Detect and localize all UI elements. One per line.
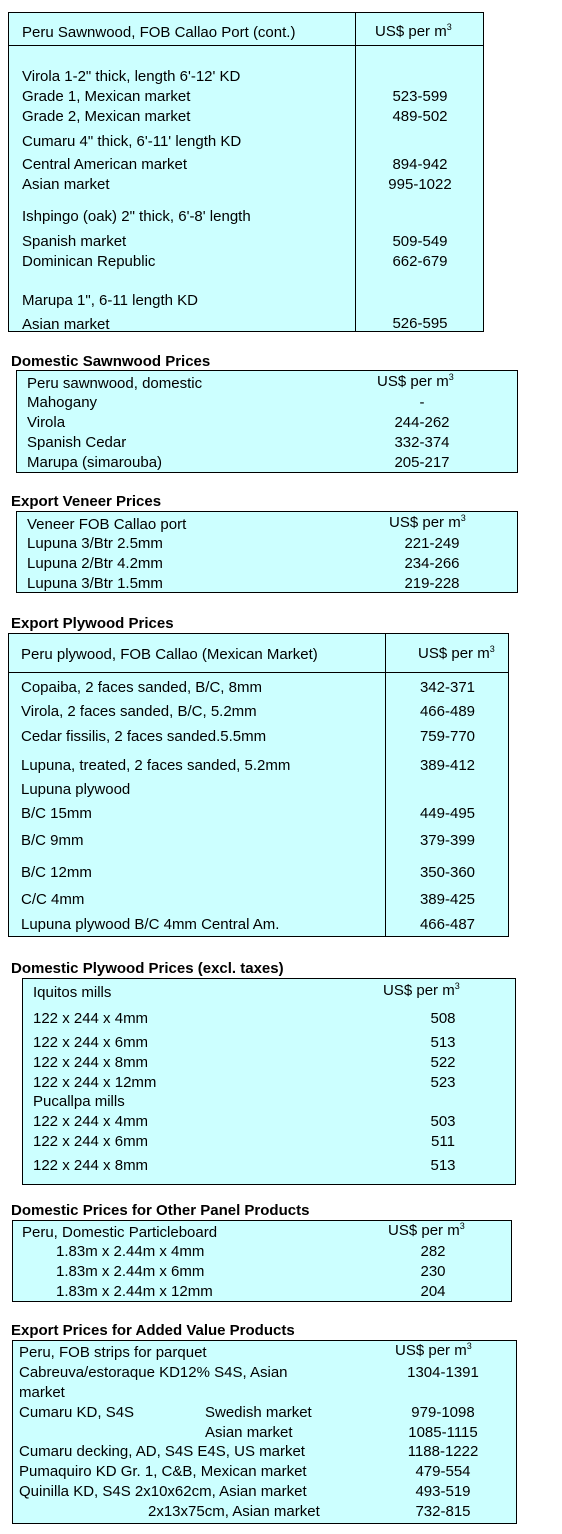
table-row-label: Cumaru 4" thick, 6'-11' length KD — [22, 133, 242, 150]
table-header-label: Peru, Domestic Particleboard — [22, 1224, 218, 1241]
table-row-label: Dominican Republic — [22, 253, 156, 270]
table-row-label: Asian market — [22, 176, 110, 193]
table-row-label: Marupa 1", 6-11 length KD — [22, 292, 198, 309]
table-row-value: 1304-1391 — [407, 1364, 479, 1381]
table-row-label: Grade 1, Mexican market — [22, 88, 191, 105]
table-row-value: 1188-1222 — [407, 1443, 479, 1460]
header-divider — [9, 45, 483, 46]
table-row-value: - — [419, 394, 425, 411]
table-row-value: 759-770 — [419, 728, 476, 745]
table-row-label: Quinilla KD, S4S 2x10x62cm, Asian market — [19, 1483, 307, 1500]
table-row-value: 389-425 — [419, 891, 476, 908]
table-header-label: Iquitos mills — [33, 984, 112, 1001]
table-row-label: Lupuna 3/Btr 1.5mm — [27, 575, 163, 592]
table-row-value: 389-412 — [419, 757, 476, 774]
table-row-label: B/C 15mm — [21, 805, 92, 822]
table-row-label: 1.83m x 2.44m x 4mm — [56, 1243, 205, 1260]
table-row-value: 479-554 — [415, 1463, 471, 1480]
section-title-export-veneer: Export Veneer Prices — [11, 493, 162, 510]
table-row-label: Virola 1-2" thick, length 6'-12' KD — [22, 68, 241, 85]
table-row-label: Cabreuva/estoraque KD12% S4S, Asian — [19, 1364, 288, 1381]
table-row-label: Asian market — [22, 316, 110, 333]
table-row-value: 342-371 — [419, 679, 476, 696]
table-row-label: B/C 12mm — [21, 864, 92, 881]
table-row-label: 1.83m x 2.44m x 6mm — [56, 1263, 205, 1280]
table-row-value: 995-1022 — [388, 176, 452, 193]
table-header-label: Peru Sawnwood, FOB Callao Port (cont.) — [22, 24, 296, 41]
table-row-label: Lupuna 3/Btr 2.5mm — [27, 535, 163, 552]
section-title-added-value: Export Prices for Added Value Products — [11, 1322, 295, 1339]
table-row-label: Marupa (simarouba) — [27, 454, 163, 471]
table-header-label: Peru, FOB strips for parquet — [19, 1344, 207, 1361]
table-row-label: B/C 9mm — [21, 832, 84, 849]
table-row-value: 894-942 — [392, 156, 448, 173]
table-row-value: 979-1098 — [411, 1404, 475, 1421]
table-row-value: 234-266 — [404, 555, 460, 572]
table-row-label: Lupuna plywood B/C 4mm Central Am. — [21, 916, 280, 933]
table-row-label: 122 x 244 x 6mm — [33, 1133, 149, 1150]
domestic-plywood-table — [22, 978, 516, 1185]
table-row-label: Copaiba, 2 faces sanded, B/C, 8mm — [21, 679, 262, 696]
header-divider — [9, 672, 508, 673]
particleboard-table — [12, 1220, 512, 1302]
export-plywood-table — [8, 633, 509, 937]
table-row-market: 2x13x75cm, Asian market — [148, 1503, 320, 1520]
unit-header: US$ per $m^3$ — [395, 1341, 472, 1359]
table-row-label: Virola, 2 faces sanded, B/C, 5.2mm — [21, 703, 257, 720]
section-title-export-plywood: Export Plywood Prices — [11, 615, 174, 632]
table-row-label: 1.83m x 2.44m x 12mm — [56, 1283, 213, 1300]
added-value-table — [12, 1340, 517, 1524]
unit-header: US$ per $m^3$ — [388, 1221, 465, 1239]
table-row-label: Virola — [27, 414, 66, 431]
table-row-label: Lupuna 2/Btr 4.2mm — [27, 555, 163, 572]
table-row-label: Mahogany — [27, 394, 98, 411]
table-row-value: 523 — [430, 1074, 456, 1091]
table-row-label: Pucallpa mills — [33, 1093, 125, 1110]
table-row-value: 509-549 — [392, 233, 448, 250]
table-row-market: Asian market — [205, 1424, 293, 1441]
table-header-label: Veneer FOB Callao port — [27, 516, 187, 533]
table-row-value: 219-228 — [404, 575, 460, 592]
table-row-label: Cedar fissilis, 2 faces sanded.5.5mm — [21, 728, 267, 745]
table-row-value: 379-399 — [419, 832, 476, 849]
table-row-value: 732-815 — [415, 1503, 471, 1520]
table-row-label: Central American market — [22, 156, 188, 173]
table-row-value: 449-495 — [419, 805, 476, 822]
table-row-value: 466-487 — [419, 916, 476, 933]
table-row-label: Spanish Cedar — [27, 434, 127, 451]
unit-header: US$ per $m^3$ — [389, 513, 466, 531]
table-row-value: 230 — [420, 1263, 446, 1280]
table-row-label: Cumaru decking, AD, S4S E4S, US market — [19, 1443, 305, 1460]
table-row-value: 662-679 — [392, 253, 448, 270]
table-row-value: 205-217 — [394, 454, 450, 471]
unit-header: US$ per $m^3$ — [377, 372, 454, 390]
table-row-label-continued: market — [19, 1384, 65, 1401]
table-header-label: Peru plywood, FOB Callao (Mexican Market) — [21, 646, 318, 663]
sawnwood-fob-table — [8, 12, 484, 332]
table-row-label: 122 x 244 x 12mm — [33, 1074, 157, 1091]
unit-header: US$ per $m^3$ — [383, 981, 460, 999]
table-row-label: Cumaru KD, S4S — [19, 1404, 135, 1421]
table-row-label: 122 x 244 x 6mm — [33, 1034, 149, 1051]
table-row-label: Lupuna plywood — [21, 781, 131, 798]
section-title-other-panel: Domestic Prices for Other Panel Products — [11, 1202, 310, 1219]
table-row-market: Swedish market — [205, 1404, 312, 1421]
table-row-value: 1085-1115 — [408, 1424, 478, 1441]
table-row-label: Spanish market — [22, 233, 127, 250]
table-row-value: 466-489 — [419, 703, 476, 720]
table-row-value: 503 — [430, 1113, 456, 1130]
table-row-value: 508 — [430, 1010, 456, 1027]
table-row-value: 522 — [430, 1054, 456, 1071]
table-row-value: 513 — [430, 1034, 456, 1051]
table-row-value: 221-249 — [404, 535, 460, 552]
table-row-label: 122 x 244 x 4mm — [33, 1113, 149, 1130]
table-row-value: 526-595 — [392, 315, 448, 332]
table-row-label: Lupuna, treated, 2 faces sanded, 5.2mm — [21, 757, 291, 774]
table-row-value: 282 — [420, 1243, 446, 1260]
table-row-label: Pumaquiro KD Gr. 1, C&B, Mexican market — [19, 1463, 307, 1480]
export-veneer-table — [16, 511, 518, 593]
unit-header: US$ per $m^3$ — [418, 644, 495, 662]
table-row-label: 122 x 244 x 8mm — [33, 1054, 149, 1071]
table-row-value: 513 — [430, 1157, 456, 1174]
table-row-label: 122 x 244 x 4mm — [33, 1010, 149, 1027]
section-title-domestic-plywood: Domestic Plywood Prices (excl. taxes) — [11, 960, 284, 977]
table-row-label: C/C 4mm — [21, 891, 85, 908]
table-row-value: 350-360 — [419, 864, 476, 881]
table-row-label: Ishpingo (oak) 2" thick, 6'-8' length — [22, 208, 251, 225]
table-header-label: Peru sawnwood, domestic — [27, 375, 203, 392]
table-row-value: 332-374 — [394, 434, 450, 451]
table-row-value: 244-262 — [394, 414, 450, 431]
table-row-value: 493-519 — [415, 1483, 471, 1500]
table-row-value: 204 — [420, 1283, 446, 1300]
table-row-value: 511 — [431, 1133, 455, 1150]
section-title-domestic-sawnwood: Domestic Sawnwood Prices — [11, 353, 211, 370]
unit-header: US$ per $m^3$ — [375, 22, 452, 40]
table-row-label: 122 x 244 x 8mm — [33, 1157, 149, 1174]
table-row-value: 523-599 — [392, 88, 448, 105]
table-row-value: 489-502 — [392, 108, 448, 125]
domestic-sawnwood-table — [16, 370, 518, 473]
table-row-label: Grade 2, Mexican market — [22, 108, 191, 125]
